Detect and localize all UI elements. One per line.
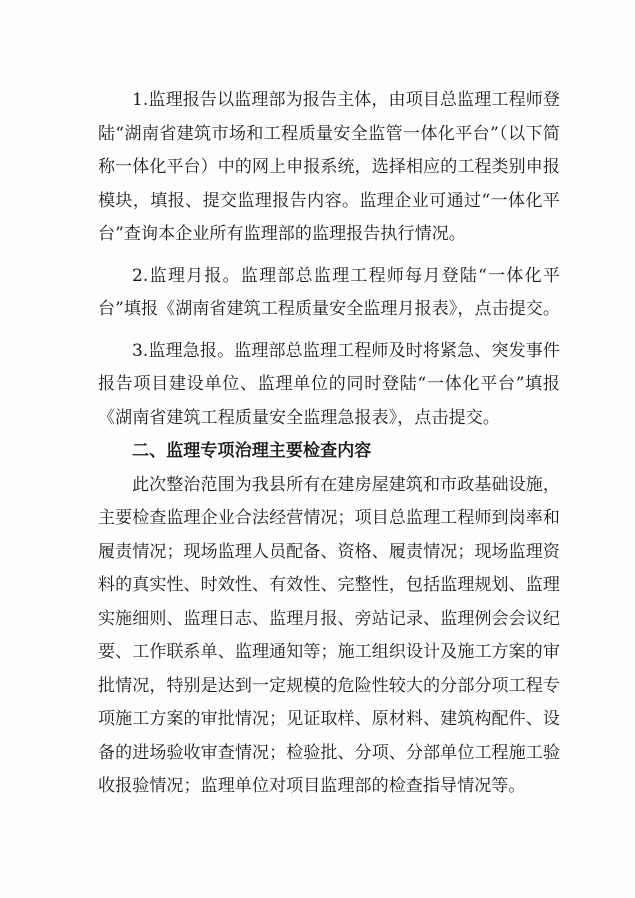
paragraph-inspection-content: 此次整治范围为我县所有在建房屋建筑和市政基础设施，主要检查监理企业合法经营情况；项目总监理工程师到岗率和履责情况；现场监理人员配备、资格、履责情况；现场监理资料的真实性、时效性、有效性、完整性，包括监理规划、监理实施细则、监理日志、监理月报、旁站记录、监理例会会议纪要、工作联系单、监理通知等；施工组织设计及施工方案的审批情况，特别是达到一定规模的危险性较大的分部分项工程专项施工方案的审批情况；见证取样、原材料、建筑构配件、设备的进场验收审查情况；检验批、分项、分部单位工程施工验收报验情况；监理单位对项目监理部的检查指导情况等。 xyxy=(98,474,560,796)
paragraph-urgent-report: 3.监理急报。监理部总监理工程师及时将紧急、突发事件报告项目建设单位、监理单位的同时登陆“一体化平台”填报《湖南省建筑工程质量安全监理急报表》，点击提交。 xyxy=(98,340,560,428)
paragraph-monthly-report: 2.监理月报。监理部总监理工程师每月登陆“一体化平台”填报《湖南省建筑工程质量安全监理月报表》，点击提交。 xyxy=(98,265,560,319)
section-heading: 二、监理专项治理主要检查内容 xyxy=(132,441,372,461)
paragraph-monitoring-report: 1.监理报告以监理部为报告主体，由项目总监理工程师登陆“湖南省建筑市场和工程质量安全监管一体化平台”（以下简称一体化平台）中的网上申报系统，选择相应的工程类别申报模块，填报、提交监理报告内容。监理企业可通过“一体化平台”查询本企业所有监理部的监理报告执行情况。 xyxy=(98,90,560,244)
document-body xyxy=(98,84,560,804)
